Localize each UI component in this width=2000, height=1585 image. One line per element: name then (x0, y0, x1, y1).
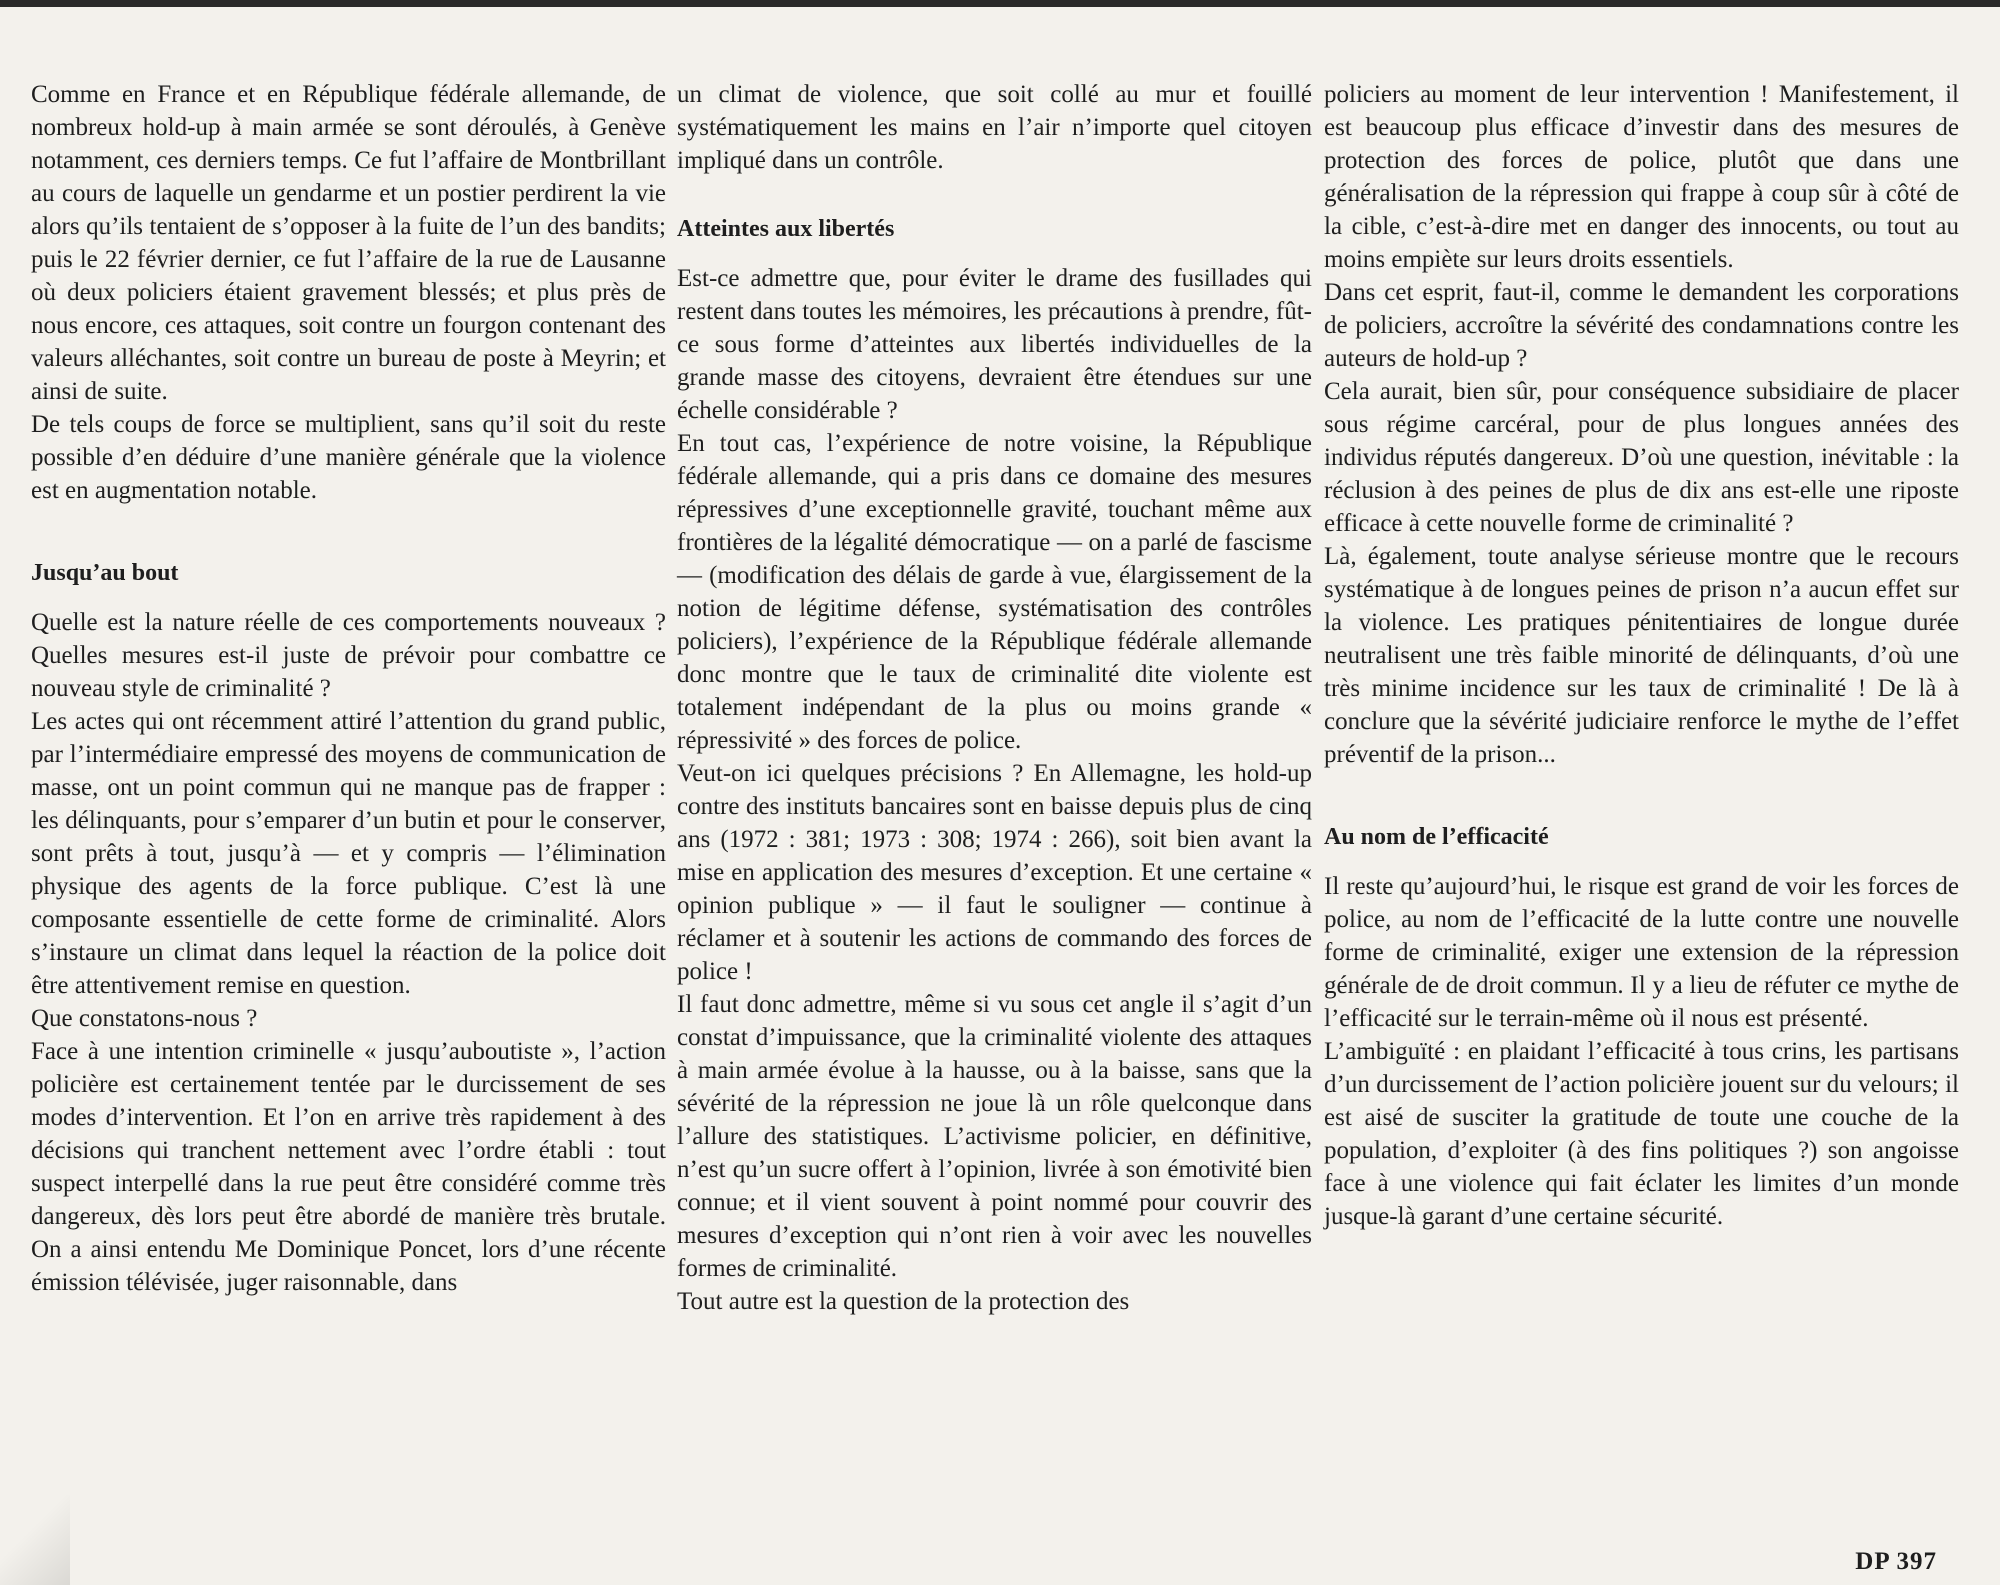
column-1 (31, 78, 666, 1299)
top-rule (0, 0, 2000, 7)
section-heading: Atteintes aux libertés (677, 216, 895, 242)
paragraph: Il reste qu’aujourd’hui, le risque est grand de voir les forces de police, au nom de l’efficacité de la lutte contre une nouvelle forme de criminalité, exiger une extension de la répression générale de de droit commun. Il y a lieu de réfuter ce mythe de l’efficacité sur le terrain-même où il nous est présenté. (1324, 873, 1959, 1032)
paragraph: L’ambiguïté : en plaidant l’efficacité à tous crins, les partisans d’un durcissement de l’action policière jouent sur du velours; il est aisé de susciter la gratitude de toute une couche de la population, d’exploiter (à des fins politiques ?) son angoisse face à une violence qui fait éclater les limites d’un monde jusque-là garant d’une certaine sécurité. (1324, 1038, 1959, 1230)
paragraph: Les actes qui ont récemment attiré l’attention du grand public, par l’intermédiaire empressé des moyens de communication de masse, ont un point commun qui ne manque pas de frapper : les délinquants, pour s’emparer d’un butin et pour le conserver, sont prêts à tout, jusqu’à — et y compris — l’élimination physique des agents de la force publique. C’est là une composante essentielle de cette forme de criminalité. Alors s’instaure un climat dans lequel la réaction de la police doit être attentivement remise en question. (31, 708, 666, 999)
paragraph: Comme en France et en République fédérale allemande, de nombreux hold-up à main armée se sont déroulés, à Genève notamment, ces derniers temps. Ce fut l’affaire de Montbrillant au cours de laquelle un gendarme et un postier perdirent la vie alors qu’ils tentaient de s’opposer à la fuite de l’un des bandits; puis le 22 février dernier, ce fut l’affaire de la rue de Lausanne où deux policiers étaient gravement blessés; et plus près de nous encore, ces attaques, soit contre un fourgon contenant des valeurs alléchantes, soit contre un bureau de poste à Meyrin; et ainsi de suite. (31, 81, 666, 405)
paragraph: Veut-on ici quelques précisions ? En Allemagne, les hold-up contre des instituts bancaires sont en baisse depuis plus de cinq ans (1972 : 381; 1973 : 308; 1974 : 266), soit bien avant la mise en application des mesures d’exception. Et une certaine « opinion publique » — il faut le souligner — continue à réclamer et à soutenir les actions de commando des forces de police ! (677, 760, 1312, 985)
column-2 (677, 78, 1312, 1318)
section-heading: Jusqu’au bout (31, 560, 179, 586)
paragraph: En tout cas, l’expérience de notre voisine, la République fédérale allemande, qui a pris dans ce domaine des mesures répressives d’une exceptionnelle gravité, touchant même aux frontières de la légalité démocratique — on a parlé de fascisme — (modification des délais de garde à vue, élargissement de la notion de légitime défense, systématisation des contrôles policiers), l’expérience de la République fédérale allemande donc montre que le taux de criminalité dite violente est totalement indépendant de la plus ou moins grande « répressivité » des forces de police. (677, 430, 1312, 754)
paragraph: De tels coups de force se multiplient, sans qu’il soit du reste possible d’en déduire d’une manière générale que la violence est en augmentation notable. (31, 411, 666, 504)
paragraph: Il faut donc admettre, même si vu sous cet angle il s’agit d’un constat d’impuissance, que la criminalité violente des attaques à main armée évolue à la hausse, ou à la baisse, sans que la sévérité de la répression ne joue là un rôle quelconque dans l’allure des statistiques. L’activisme policier, en définitive, n’est qu’un sucre offert à l’opinion, livrée à son émotivité bien connue; et il vient souvent à point nommé pour couvrir des mesures d’exception qui n’ont rien à voir avec les nouvelles formes de criminalité. (677, 991, 1312, 1282)
section-heading: Au nom de l’efficacité (1324, 824, 1549, 850)
paragraph: Là, également, toute analyse sérieuse montre que le recours systématique à de longues peines de prison n’a aucun effet sur la violence. Les pratiques pénitentiaires de longue durée neutralisent une très faible minorité de délinquants, d’où une très minime incidence sur les taux de criminalité ! De là à conclure que la sévérité judiciaire renforce le mythe de l’effet préventif de la prison... (1324, 543, 1959, 768)
paragraph: Face à une intention criminelle « jusqu’auboutiste », l’action policière est certainement tentée par le durcissement de ses modes d’intervention. Et l’on en arrive très rapidement à des décisions qui tranchent nettement avec l’ordre établi : tout suspect interpellé dans la rue peut être considéré comme très dangereux, dès lors peut être abordé de manière très brutale. On a ainsi entendu Me Dominique Poncet, lors d’une récente émission télévisée, juger raisonnable, dans (31, 1038, 666, 1296)
page-fold-shadow (0, 1495, 70, 1585)
paragraph: un climat de violence, que soit collé au mur et fouillé systématiquement les mains en l’air n’importe quel citoyen impliqué dans un contrôle. (677, 81, 1312, 174)
paragraph: policiers au moment de leur intervention ! Manifestement, il est beaucoup plus efficace d’investir dans des mesures de protection des forces de police, plutôt que dans une généralisation de la répression qui frappe à coup sûr à côté de la cible, c’est-à-dire met en danger des innocents, ou tout au moins empiète sur leurs droits essentiels. (1324, 81, 1959, 273)
page-label: DP 397 (1855, 1548, 1937, 1575)
column-3 (1324, 78, 1959, 1233)
paragraph: Que constatons-nous ? (31, 1005, 258, 1032)
paragraph: Est-ce admettre que, pour éviter le drame des fusillades qui restent dans toutes les mémoires, les précautions à prendre, fût-ce sous forme d’atteintes aux libertés individuelles de la grande masse des citoyens, devraient être étendues sur une échelle considérable ? (677, 265, 1312, 424)
paragraph: Cela aurait, bien sûr, pour conséquence subsidiaire de placer sous régime carcéral, pour de plus longues années des individus réputés dangereux. D’où une question, inévitable : la réclusion à des peines de plus de dix ans est-elle une riposte efficace à cette nouvelle forme de criminalité ? (1324, 378, 1959, 537)
paragraph: Quelle est la nature réelle de ces comportements nouveaux ? Quelles mesures est-il juste de prévoir pour combattre ce nouveau style de criminalité ? (31, 609, 666, 702)
paragraph: Tout autre est la question de la protection des (677, 1288, 1130, 1315)
paragraph: Dans cet esprit, faut-il, comme le demandent les corporations de policiers, accroître la sévérité des condamnations contre les auteurs de hold-up ? (1324, 279, 1959, 372)
